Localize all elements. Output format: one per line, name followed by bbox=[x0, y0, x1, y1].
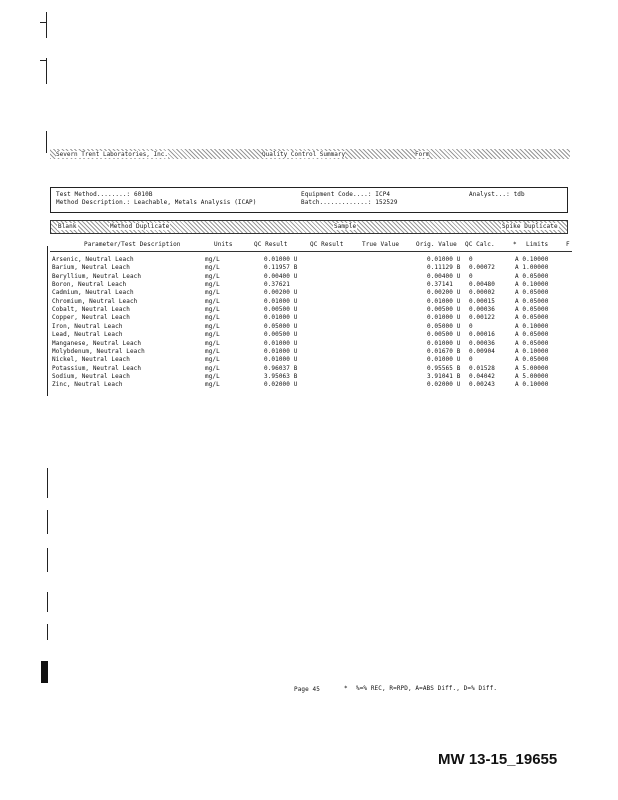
cell-qc-result: 0.01000 U bbox=[264, 339, 298, 347]
col-header-p: F bbox=[566, 241, 570, 248]
equipment-code-value: ICP4 bbox=[375, 191, 391, 198]
cell-qc-calc: 0.00036 bbox=[469, 306, 495, 314]
cell-qc-calc: 0 bbox=[469, 272, 473, 280]
cell-units: mg/L bbox=[205, 289, 220, 297]
analyst-label: Analyst...: bbox=[469, 191, 510, 198]
scan-mark bbox=[41, 661, 48, 683]
equipment-code-label: Equipment Code....: bbox=[301, 191, 372, 198]
col-header-qc-result: QC Result bbox=[254, 241, 288, 248]
cell-limits: A 0.10000 bbox=[515, 381, 549, 389]
scan-mark bbox=[47, 592, 48, 612]
cell-orig-value: 0.00500 U bbox=[427, 306, 461, 314]
cell-parameter: Arsenic, Neutral Leach bbox=[52, 256, 134, 263]
cell-orig-value: 0.00200 U bbox=[427, 289, 461, 297]
cell-parameter: Sodium, Neutral Leach bbox=[52, 372, 130, 380]
cell-parameter: Beryllium, Neutral Leach bbox=[52, 272, 142, 280]
table-row bbox=[0, 314, 618, 322]
cell-qc-calc: 0 bbox=[469, 322, 473, 330]
cell-units: mg/L bbox=[205, 306, 220, 314]
cell-orig-value: 0.01000 U bbox=[427, 356, 461, 364]
qc-type-sample: Sample bbox=[334, 223, 357, 230]
cell-parameter: Boron, Neutral Leach bbox=[52, 281, 127, 289]
cell-units: mg/L bbox=[205, 372, 220, 380]
legend-text: %=% REC, R=RPD, A=ABS Diff., D=% Diff. bbox=[356, 685, 498, 692]
table-row bbox=[0, 289, 618, 297]
cell-orig-value: 0.01000 U bbox=[427, 297, 461, 305]
scan-mark bbox=[47, 548, 48, 572]
table-row bbox=[0, 373, 618, 381]
batch-label: Batch.............: bbox=[301, 199, 372, 206]
cell-qc-result: 0.01000 U bbox=[264, 356, 298, 364]
cell-parameter: Cobalt, Neutral Leach bbox=[52, 306, 130, 314]
cell-orig-value: 0.01000 U bbox=[427, 314, 461, 322]
table-row bbox=[0, 298, 618, 306]
cell-parameter: Iron, Neutral Leach bbox=[52, 322, 123, 330]
cell-limits: A 5.00000 bbox=[515, 364, 549, 372]
cell-limits: A 0.05000 bbox=[515, 314, 549, 322]
scan-mark bbox=[47, 624, 48, 640]
cell-qc-calc: 0.00243 bbox=[469, 381, 495, 389]
cell-parameter: Potassium, Neutral Leach bbox=[52, 364, 142, 372]
cell-units: mg/L bbox=[205, 256, 220, 263]
cell-qc-calc: 0.04042 bbox=[469, 372, 495, 380]
table-row bbox=[0, 273, 618, 281]
cell-limits: A 0.05000 bbox=[515, 272, 549, 280]
cell-parameter: Barium, Neutral Leach bbox=[52, 264, 130, 272]
report-title: Quality Control Summary bbox=[262, 151, 346, 158]
cell-orig-value: 0.95565 B bbox=[427, 364, 461, 372]
method-description-value: Leachable, Metals Analysis (ICAP) bbox=[133, 199, 257, 206]
cell-parameter: Molybdenum, Neutral Leach bbox=[52, 347, 145, 355]
cell-limits: A 0.05000 bbox=[515, 331, 549, 339]
cell-units: mg/L bbox=[205, 356, 220, 364]
cell-qc-result: 0.37621 bbox=[264, 281, 290, 289]
cell-qc-result: 0.02000 U bbox=[264, 381, 298, 389]
scan-mark bbox=[46, 12, 47, 38]
table-row bbox=[0, 381, 618, 389]
cell-qc-calc: 0.00480 bbox=[469, 281, 495, 289]
cell-units: mg/L bbox=[205, 381, 220, 389]
cell-qc-result: 0.11957 B bbox=[264, 264, 298, 272]
cell-qc-calc: 0 bbox=[469, 356, 473, 364]
cell-parameter: Lead, Neutral Leach bbox=[52, 331, 123, 339]
qc-type-method-duplicate: Method Duplicate bbox=[110, 223, 170, 230]
cell-orig-value: 3.91041 B bbox=[427, 372, 461, 380]
cell-qc-calc: 0.00072 bbox=[469, 264, 495, 272]
cell-qc-result: 0.00200 U bbox=[264, 289, 298, 297]
scan-mark bbox=[40, 22, 46, 23]
scan-mark bbox=[47, 510, 48, 534]
table-row bbox=[0, 365, 618, 373]
cell-units: mg/L bbox=[205, 297, 220, 305]
cell-limits: A 0.05000 bbox=[515, 356, 549, 364]
test-method-value: 6010B bbox=[133, 191, 153, 198]
cell-limits: A 0.10000 bbox=[515, 322, 549, 330]
cell-limits: A 0.05000 bbox=[515, 339, 549, 347]
col-header-parameter: Parameter/Test Description bbox=[84, 241, 181, 248]
header-divider bbox=[50, 251, 572, 252]
cell-units: mg/L bbox=[205, 314, 220, 322]
cell-qc-result: 0.01000 U bbox=[264, 314, 298, 322]
scan-mark bbox=[46, 131, 47, 153]
table-row bbox=[0, 331, 618, 339]
col-header-qc-calc: QC Calc. bbox=[465, 241, 495, 248]
cell-qc-result: 0.00400 U bbox=[264, 272, 298, 280]
cell-limits: A 0.05000 bbox=[515, 306, 549, 314]
cell-qc-result: 0.00500 U bbox=[264, 306, 298, 314]
cell-units: mg/L bbox=[205, 264, 220, 272]
cell-qc-calc: 0.00122 bbox=[469, 314, 495, 322]
cell-qc-result: 0.01000 U bbox=[264, 297, 298, 305]
cell-limits: A 0.10000 bbox=[515, 347, 549, 355]
cell-orig-value: 0.11129 B bbox=[427, 264, 461, 272]
cell-parameter: Zinc, Neutral Leach bbox=[52, 381, 123, 389]
method-description-label: Method Description.: bbox=[56, 199, 131, 206]
qc-type-bar bbox=[50, 220, 568, 234]
cell-units: mg/L bbox=[205, 281, 220, 289]
qc-type-spike-duplicate: Spike Duplicate bbox=[502, 223, 558, 230]
cell-units: mg/L bbox=[205, 339, 220, 347]
cell-qc-calc: 0 bbox=[469, 256, 473, 263]
cell-qc-calc: 0.00015 bbox=[469, 297, 495, 305]
col-header-units: Units bbox=[214, 241, 233, 248]
cell-orig-value: 0.37141 bbox=[427, 281, 453, 289]
cell-orig-value: 0.05000 U bbox=[427, 322, 461, 330]
cell-parameter: Chromium, Neutral Leach bbox=[52, 297, 138, 305]
legend-star: * bbox=[344, 685, 348, 692]
table-row bbox=[0, 281, 618, 289]
cell-limits: A 0.05000 bbox=[515, 289, 549, 297]
page-number: Page 45 bbox=[294, 686, 320, 693]
cell-parameter: Cadmium, Neutral Leach bbox=[52, 289, 134, 297]
cell-units: mg/L bbox=[205, 272, 220, 280]
cell-qc-result: 3.95063 B bbox=[264, 372, 298, 380]
cell-orig-value: 0.02000 U bbox=[427, 381, 461, 389]
cell-units: mg/L bbox=[205, 322, 220, 330]
cell-qc-result: 0.01000 U bbox=[264, 256, 298, 263]
table-row bbox=[0, 348, 618, 356]
batch-value: 152529 bbox=[375, 199, 398, 206]
table-row bbox=[0, 256, 618, 264]
cell-parameter: Manganese, Neutral Leach bbox=[52, 339, 142, 347]
cell-qc-calc: 0.01528 bbox=[469, 364, 495, 372]
method-info-box bbox=[50, 187, 568, 213]
cell-qc-result: 0.96037 B bbox=[264, 364, 298, 372]
col-header-flag: * bbox=[513, 241, 517, 248]
cell-qc-calc: 0.00036 bbox=[469, 339, 495, 347]
cell-orig-value: 0.01000 U bbox=[427, 339, 461, 347]
col-header-orig-value: Orig. Value bbox=[416, 241, 457, 248]
col-header-limits: Limits bbox=[526, 241, 549, 248]
cell-limits: A 5.00000 bbox=[515, 372, 549, 380]
table-row bbox=[0, 323, 618, 331]
cell-limits: A 1.00000 bbox=[515, 264, 549, 272]
analyst-value: tdb bbox=[513, 191, 525, 198]
cell-qc-calc: 0.00002 bbox=[469, 289, 495, 297]
scan-mark bbox=[40, 60, 46, 61]
document-id: MW 13-15_19655 bbox=[438, 751, 558, 768]
col-header-true-value: True Value bbox=[362, 241, 400, 248]
cell-parameter: Copper, Neutral Leach bbox=[52, 314, 130, 322]
table-row bbox=[0, 306, 618, 314]
col-header-qc-result-2: QC Result bbox=[310, 241, 344, 248]
cell-qc-result: 0.01000 U bbox=[264, 347, 298, 355]
lab-name: Severn Trent Laboratories, Inc. bbox=[56, 151, 168, 158]
table-row bbox=[0, 340, 618, 348]
test-method-label: Test Method........: bbox=[56, 191, 131, 198]
cell-qc-result: 0.00500 U bbox=[264, 331, 298, 339]
cell-qc-calc: 0.00904 bbox=[469, 347, 495, 355]
cell-limits: A 0.05000 bbox=[515, 297, 549, 305]
table-row bbox=[0, 356, 618, 364]
qc-type-blank: Blank bbox=[58, 223, 77, 230]
cell-orig-value: 0.01670 B bbox=[427, 347, 461, 355]
cell-units: mg/L bbox=[205, 347, 220, 355]
cell-limits: A 0.10000 bbox=[515, 281, 549, 289]
cell-qc-result: 0.05000 U bbox=[264, 322, 298, 330]
scan-mark bbox=[47, 468, 48, 498]
cell-units: mg/L bbox=[205, 331, 220, 339]
form-label: Form bbox=[415, 151, 430, 158]
cell-qc-calc: 0.00016 bbox=[469, 331, 495, 339]
cell-units: mg/L bbox=[205, 364, 220, 372]
cell-orig-value: 0.00500 U bbox=[427, 331, 461, 339]
cell-orig-value: 0.01000 U bbox=[427, 256, 461, 263]
cell-parameter: Nickel, Neutral Leach bbox=[52, 356, 130, 364]
scan-mark bbox=[46, 58, 47, 84]
cell-orig-value: 0.00400 U bbox=[427, 272, 461, 280]
table-row bbox=[0, 264, 618, 272]
cell-limits: A 0.10000 bbox=[515, 256, 549, 263]
